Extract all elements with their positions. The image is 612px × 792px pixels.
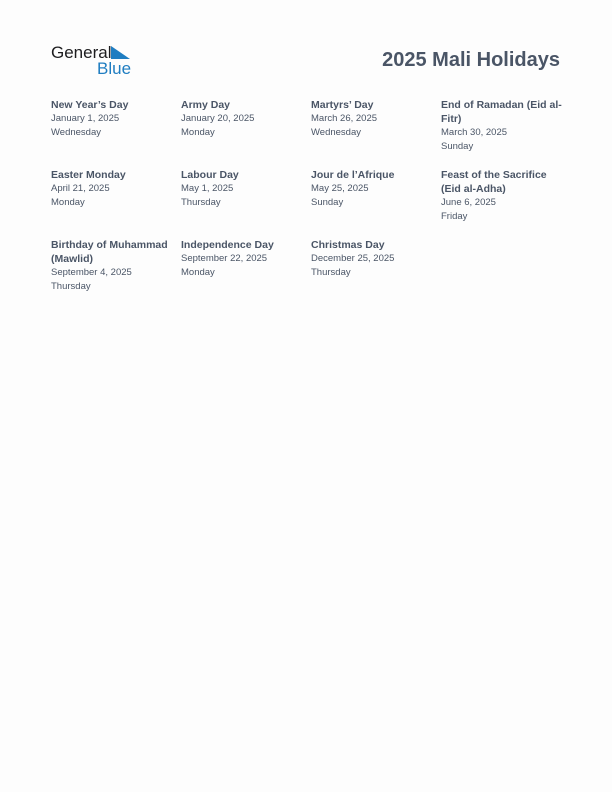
holiday-weekday: Thursday: [181, 197, 221, 208]
holiday-weekday: Monday: [181, 127, 215, 138]
holiday-name: Easter Monday: [51, 169, 126, 181]
logo-word-general: General: [51, 43, 112, 62]
holiday-date: September 4, 2025: [51, 267, 132, 278]
holiday-name: Independence Day: [181, 239, 274, 251]
holiday-name: Martyrs’ Day: [311, 99, 374, 111]
holiday-item: [311, 168, 435, 210]
holiday-item: [51, 98, 175, 140]
holiday-date: April 21, 2025: [51, 183, 110, 194]
page-title: 2025 Mali Holidays: [382, 49, 560, 71]
holiday-weekday: Thursday: [311, 267, 351, 278]
holiday-name: End of Ramadan (Eid al-Fitr): [441, 99, 562, 125]
holiday-item: [311, 98, 435, 140]
holiday-date: May 1, 2025: [181, 183, 234, 194]
holiday-item: [181, 168, 305, 210]
holiday-name: Jour de l’Afrique: [311, 169, 395, 181]
holiday-weekday: Monday: [181, 267, 215, 278]
holiday-name: Christmas Day: [311, 239, 385, 251]
holiday-item: [441, 98, 565, 154]
holiday-date: January 1, 2025: [51, 113, 120, 124]
holiday-item: [51, 238, 175, 294]
holiday-date: December 25, 2025: [311, 253, 395, 264]
holiday-date: May 25, 2025: [311, 183, 369, 194]
holiday-name: Labour Day: [181, 169, 239, 181]
logo-triangle-icon: [111, 46, 130, 59]
holiday-date: March 30, 2025: [441, 127, 508, 138]
holiday-item: [311, 238, 435, 280]
holiday-date: March 26, 2025: [311, 113, 378, 124]
holiday-name: Army Day: [181, 99, 231, 111]
holiday-name: Birthday of Muhammad (Mawlid): [51, 239, 168, 265]
holiday-item: [441, 168, 565, 224]
holiday-date: June 6, 2025: [441, 197, 496, 208]
holiday-name: New Year’s Day: [51, 99, 129, 111]
holiday-weekday: Monday: [51, 197, 85, 208]
holiday-item: [181, 238, 305, 280]
holiday-weekday: Friday: [441, 211, 468, 222]
holiday-weekday: Wednesday: [51, 127, 101, 138]
holiday-date: January 20, 2025: [181, 113, 255, 124]
holiday-item: [181, 98, 305, 140]
holiday-item: [51, 168, 175, 210]
holiday-date: September 22, 2025: [181, 253, 268, 264]
generalblue-logo: [51, 44, 141, 78]
holiday-weekday: Wednesday: [311, 127, 361, 138]
holiday-weekday: Thursday: [51, 281, 91, 292]
holiday-weekday: Sunday: [441, 141, 474, 152]
holiday-name: Feast of the Sacrifice (Eid al-Adha): [441, 169, 547, 195]
holiday-weekday: Sunday: [311, 197, 344, 208]
logo-word-blue: Blue: [97, 59, 132, 78]
